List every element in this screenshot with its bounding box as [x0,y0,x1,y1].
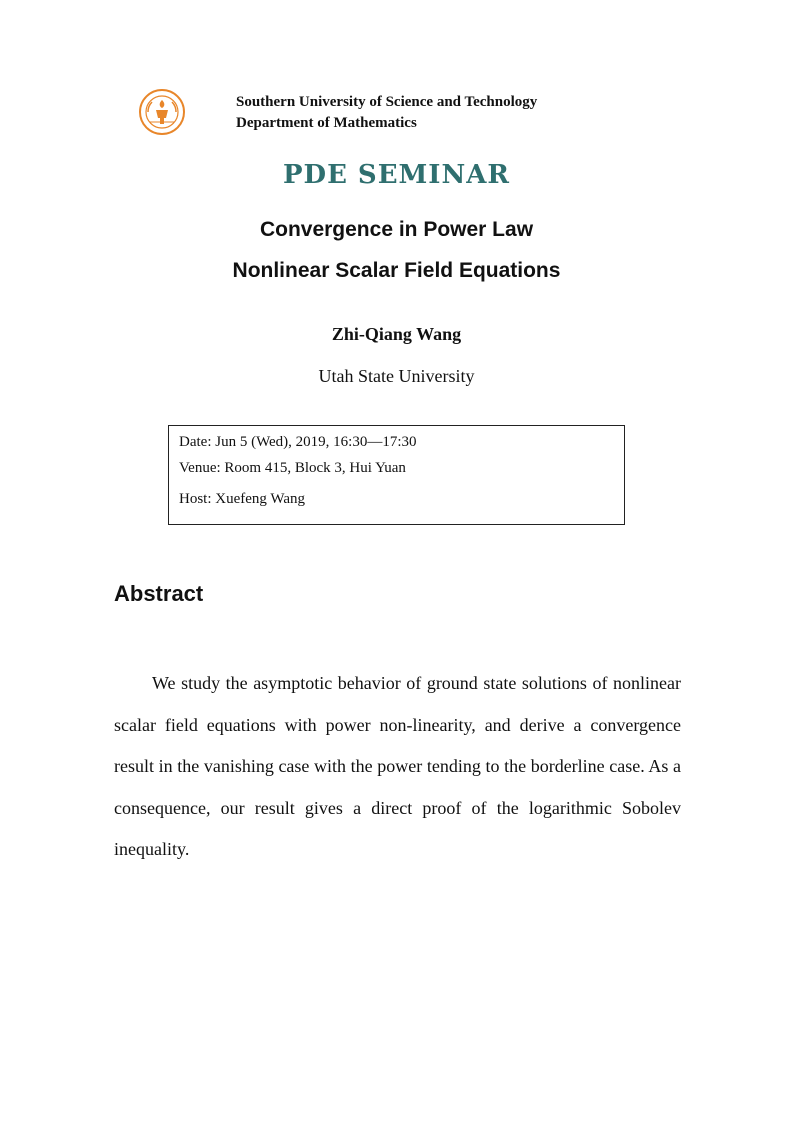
talk-title-line-2: Nonlinear Scalar Field Equations [232,259,561,282]
institution-name: Southern University of Science and Technology [236,94,538,110]
university-emblem-icon [138,88,186,136]
speaker-name: Zhi-Qiang Wang [331,324,462,344]
institution-header [236,92,537,134]
speaker-affiliation: Utah State University [318,366,475,386]
event-venue: Venue: Room 415, Block 3, Hui Yuan [179,460,406,476]
event-info-box [168,425,625,525]
abstract-text: We study the asymptotic behavior of ground state solutions of nonlinear scalar field equations with power non-linearity, and derive a convergence result in the vanishing case with the power tending to the borderline case. As a consequence, our result gives a direct proof of the logarithmic Sobolev inequality. [114,673,681,859]
abstract-heading: Abstract [114,581,204,606]
seminar-title: PDE SEMINAR [282,160,511,190]
department-name: Department of Mathematics [236,115,417,131]
talk-title-line-1: Convergence in Power Law [259,218,534,241]
event-host: Host: Xuefeng Wang [179,491,305,507]
event-date: Date: Jun 5 (Wed), 2019, 16:30—17:30 [179,434,417,450]
